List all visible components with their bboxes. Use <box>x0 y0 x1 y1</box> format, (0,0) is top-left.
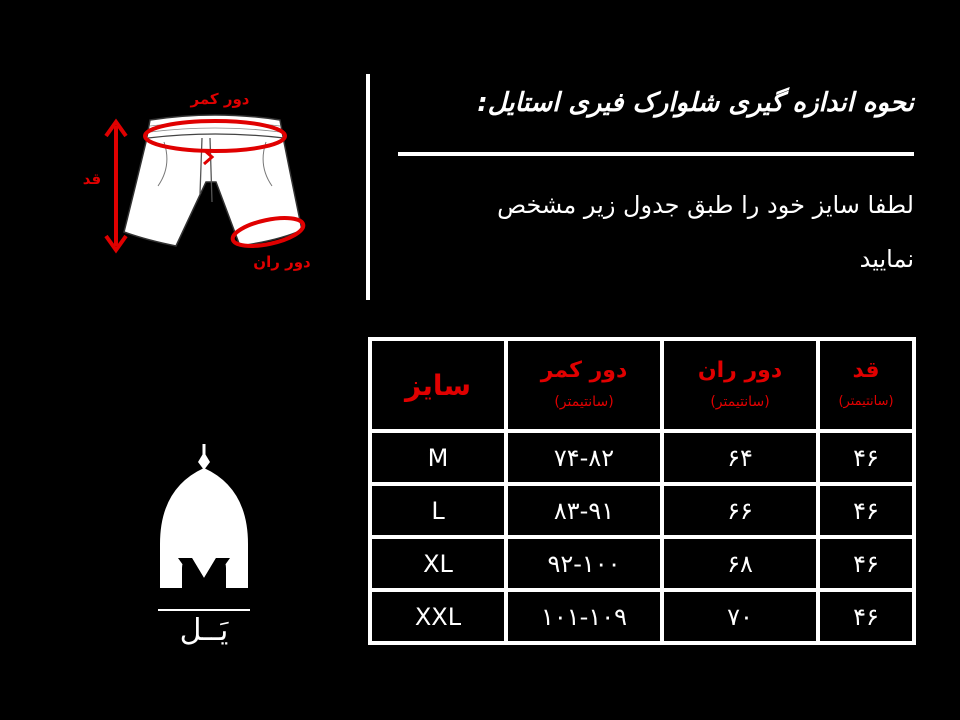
height-label: قد <box>82 170 102 188</box>
cell-waist: ۹۲-۱۰۰ <box>508 539 660 588</box>
table-row <box>372 486 912 535</box>
header-height: قد (سانتیمتر) <box>820 341 912 429</box>
shorts-illustration <box>80 82 320 282</box>
size-table <box>368 337 916 645</box>
table-header-row <box>372 341 912 429</box>
cell-thigh: ۶۶ <box>664 486 816 535</box>
table-row <box>372 433 912 482</box>
waist-label: دور کمر <box>190 90 250 108</box>
cell-thigh: ۶۸ <box>664 539 816 588</box>
cell-waist: ۸۳-۹۱ <box>508 486 660 535</box>
cell-height: ۴۶ <box>820 592 912 641</box>
helmet-logo-icon <box>152 440 256 650</box>
cell-height: ۴۶ <box>820 433 912 482</box>
brand-logo <box>152 440 256 650</box>
logo-text: یَــل <box>179 613 229 648</box>
cell-height: ۴۶ <box>820 486 912 535</box>
header-waist: دور کمر (سانتیمتر) <box>508 341 660 429</box>
table-row <box>372 592 912 641</box>
shorts-shape <box>124 115 302 246</box>
table-row <box>372 539 912 588</box>
cell-thigh: ۶۴ <box>664 433 816 482</box>
horizontal-divider <box>398 152 914 156</box>
shorts-diagram <box>80 82 320 282</box>
cell-waist: ۷۴-۸۲ <box>508 433 660 482</box>
description-line: لطفا سایز خود را طبق جدول زیر مشخص <box>497 191 914 219</box>
cell-height: ۴۶ <box>820 539 912 588</box>
header-size: سایز <box>372 341 504 429</box>
cell-thigh: ۷۰ <box>664 592 816 641</box>
description <box>394 178 914 286</box>
cell-size: M <box>372 433 504 482</box>
cell-size: XXL <box>372 592 504 641</box>
thigh-label: دور ران <box>253 253 311 271</box>
page-title: نحوه اندازه گیری شلوارک فیری استایل: <box>477 88 914 118</box>
description-line: نمایید <box>859 245 914 273</box>
cell-size: XL <box>372 539 504 588</box>
header-thigh: دور ران (سانتیمتر) <box>664 341 816 429</box>
cell-waist: ۱۰۱-۱۰۹ <box>508 592 660 641</box>
cell-size: L <box>372 486 504 535</box>
